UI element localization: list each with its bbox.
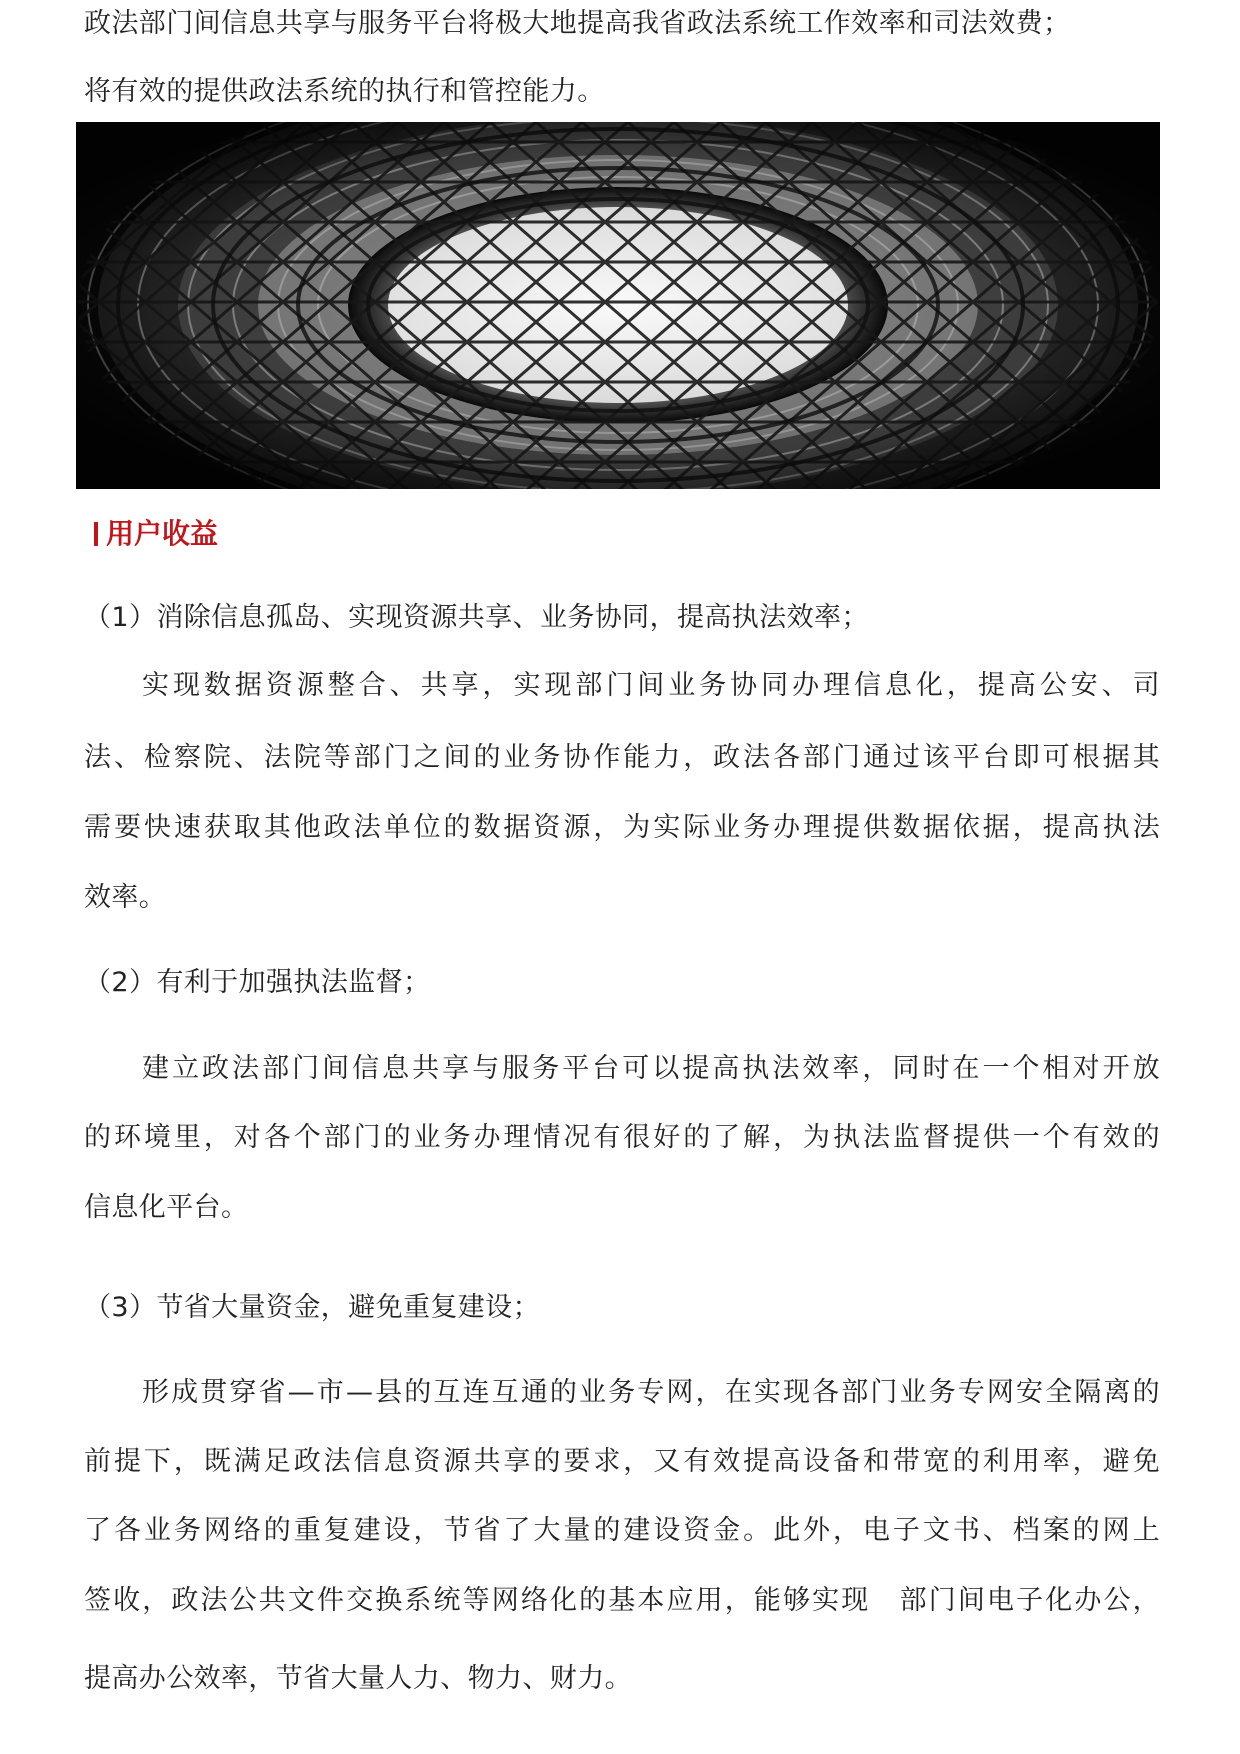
intro-line-2: 将有效的提供政法系统的执行和管控能力。 <box>84 76 605 107</box>
item-1-line-3: 需要快速获取其他政法单位的数据资源，为实际业务办理提供数据依据，提高执法 <box>84 812 1160 843</box>
dome-lattice-illustration <box>76 122 1160 489</box>
item-3-line-1: 形成贯穿省—市—县的互连互通的业务专网，在实现各部门业务专网安全隔离的 <box>142 1377 1160 1408</box>
item-3-line-3: 了各业务网络的重复建设，节省了大量的建设资金。此外，电子文书、档案的网上 <box>84 1515 1160 1546</box>
item-1-line-4: 效率。 <box>84 882 167 913</box>
item-2-line-1: 建立政法部门间信息共享与服务平台可以提高执法效率，同时在一个相对开放 <box>142 1053 1160 1084</box>
item-3-line-2: 前提下，既满足政法信息资源共享的要求，又有效提高设备和带宽的利用率，避免 <box>84 1446 1160 1477</box>
section-title <box>94 516 218 552</box>
item-2-line-2: 的环境里，对各个部门的业务办理情况有很好的了解，为执法监督提供一个有效的 <box>84 1122 1160 1153</box>
dome-photo <box>76 122 1160 489</box>
item-3-heading: （3）节省大量资金，避免重复建设； <box>84 1292 540 1323</box>
item-2-line-3: 信息化平台。 <box>84 1192 249 1223</box>
item-1-line-1: 实现数据资源整合、共享，实现部门间业务协同办理信息化，提高公安、司 <box>142 670 1160 701</box>
intro-line-1: 政法部门间信息共享与服务平台将极大地提高我省政法系统工作效率和司法效费； <box>84 8 1071 39</box>
item-1-heading: （1）消除信息孤岛、实现资源共享、业务协同，提高执法效率； <box>84 602 869 633</box>
item-2-heading: （2）有利于加强执法监督； <box>84 967 431 998</box>
section-title-bar <box>94 522 98 546</box>
item-3-line-4: 签收，政法公共文件交换系统等网络化的基本应用，能够实现 部门间电子化办公， <box>84 1585 1160 1616</box>
item-3-line-5: 提高办公效率，节省大量人力、物力、财力。 <box>84 1663 632 1694</box>
item-1-line-2: 法、检察院、法院等部门之间的业务协作能力，政法各部门通过该平台即可根据其 <box>84 742 1160 773</box>
section-title-text: 用户收益 <box>106 517 219 550</box>
